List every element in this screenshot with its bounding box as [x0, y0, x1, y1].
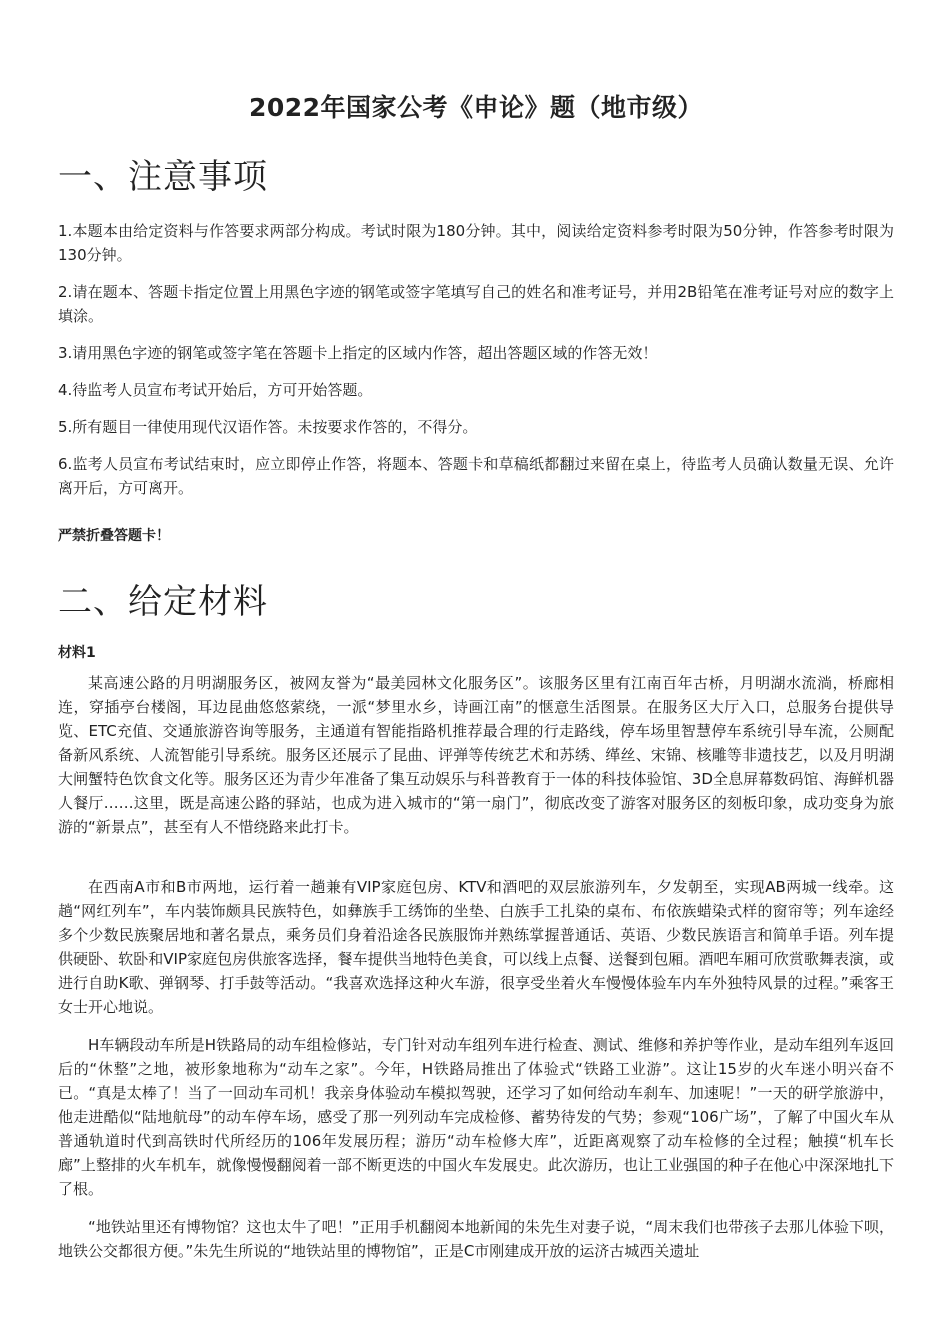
material-paragraph-4: “地铁站里还有博物馆？这也太牛了吧！”正用手机翻阅本地新闻的朱先生对妻子说，“周末我们也带孩子去那儿体验下呗，地铁公交都很方便。”朱先生所说的“地铁站里的博物馆”，正是C市刚建成开放的运济古城西关遗址 [58, 1218, 894, 1260]
notice-item-2: 2.请在题本、答题卡指定位置上用黑色字迹的钢笔或签字笔填写自己的姓名和准考证号，并用2B铅笔在准考证号对应的数字上填涂。 [58, 283, 894, 325]
document-title: 2022年国家公考《申论》题（地市级） [248, 93, 704, 122]
notice-item-6: 6.监考人员宣布考试结束时，应立即停止作答，将题本、答题卡和草稿纸都翻过来留在桌上，待监考人员确认数量无误、允许离开后，方可离开。 [58, 455, 894, 497]
notice-item-5: 5.所有题目一律使用现代汉语作答。未按要求作答的，不得分。 [58, 418, 478, 436]
material-paragraph-2: 在西南A市和B市两地，运行着一趟兼有VIP家庭包房、KTV和酒吧的双层旅游列车，夕发朝至，实现AB两城一线牵。这趟“网红列车”，车内装饰颇具民族特色，如彝族手工绣饰的坐垫、白族手工扎染的桌布、布依族蜡染式样的窗帘等；列车途经多个少数民族聚居地和著名景点，乘务员们身着沿途各民族服饰并熟练掌握普通话、英语、少数民族语言和简单手语。列车提供硬卧、软卧和VIP家庭包房供旅客选择，餐车提供当地特色美食，可以线上点餐、送餐到包厢。酒吧车厢可欣赏歌舞表演，或进行自助K歌、弹钢琴、打手鼓等活动。“我喜欢选择这种火车游，很享受坐着火车慢慢体验车内车外独特风景的过程。”乘客王女士开心地说。 [58, 878, 894, 1016]
section-heading-materials: 二、给定材料 [58, 582, 268, 622]
document-page [58, 0, 894, 1263]
material-paragraph-3: H车辆段动车所是H铁路局的动车组检修站，专门针对动车组列车进行检查、测试、维修和养护等作业，是动车组列车返回后的“休整”之地，被形象地称为“动车之家”。今年，H铁路局推出了体验式“铁路工业游”。这让15岁的火车迷小明兴奋不已。“真是太棒了！当了一回动车司机！我亲身体验动车模拟驾驶，还学习了如何给动车刹车、加速呢！”一天的研学旅游中，他走进酷似“陆地航母”的动车停车场，感受了那一列列动车完成检修、蓄势待发的气势；参观“106广场”，了解了中国火车从普通轨道时代到高铁时代所经历的106年发展历程；游历“动车检修大库”，近距离观察了动车检修的全过程；触摸“机车长廊”上整排的火车机车，就像慢慢翻阅着一部不断更迭的中国火车发展史。此次游历，也让工业强国的种子在他心中深深地扎下了根。 [58, 1036, 894, 1198]
notice-item-3: 3.请用黑色字迹的钢笔或签字笔在答题卡上指定的区域内作答，超出答题区域的作答无效！ [58, 344, 658, 362]
material-paragraph-1: 某高速公路的月明湖服务区，被网友誉为“最美园林文化服务区”。该服务区里有江南百年古桥，月明湖水流淌，桥廊相连，穿插亭台楼阁，耳边昆曲悠悠萦绕，一派“梦里水乡，诗画江南”的惬意生活图景。在服务区大厅入口，总服务台提供导览、ETC充值、交通旅游咨询等服务，主通道有智能指路机推荐最合理的行走路线，停车场里智慧停车系统引导车流，公厕配备新风系统、人流智能引导系统。服务区还展示了昆曲、评弹等传统艺术和苏绣、缂丝、宋锦、核雕等非遗技艺，以及月明湖大闸蟹特色饮食文化等。服务区还为青少年准备了集互动娱乐与科普教育于一体的科技体验馆、3D全息屏幕数码馆、海鲜机器人餐厅……这里，既是高速公路的驿站，也成为进入城市的“第一扇门”，彻底改变了游客对服务区的刻板印象，成功变身为旅游的“新景点”，甚至有人不惜绕路来此打卡。 [58, 674, 894, 836]
notice-list [58, 219, 894, 500]
notice-item-4: 4.待监考人员宣布考试开始后，方可开始答题。 [58, 381, 373, 399]
section-heading-notices: 一、注意事项 [58, 157, 268, 197]
warning-text: 严禁折叠答题卡！ [58, 528, 170, 544]
material-label: 材料1 [58, 645, 96, 661]
notice-item-1: 1.本题本由给定资料与作答要求两部分构成。考试时限为180分钟。其中，阅读给定资料参考时限为50分钟，作答参考时限为130分钟。 [58, 222, 894, 264]
